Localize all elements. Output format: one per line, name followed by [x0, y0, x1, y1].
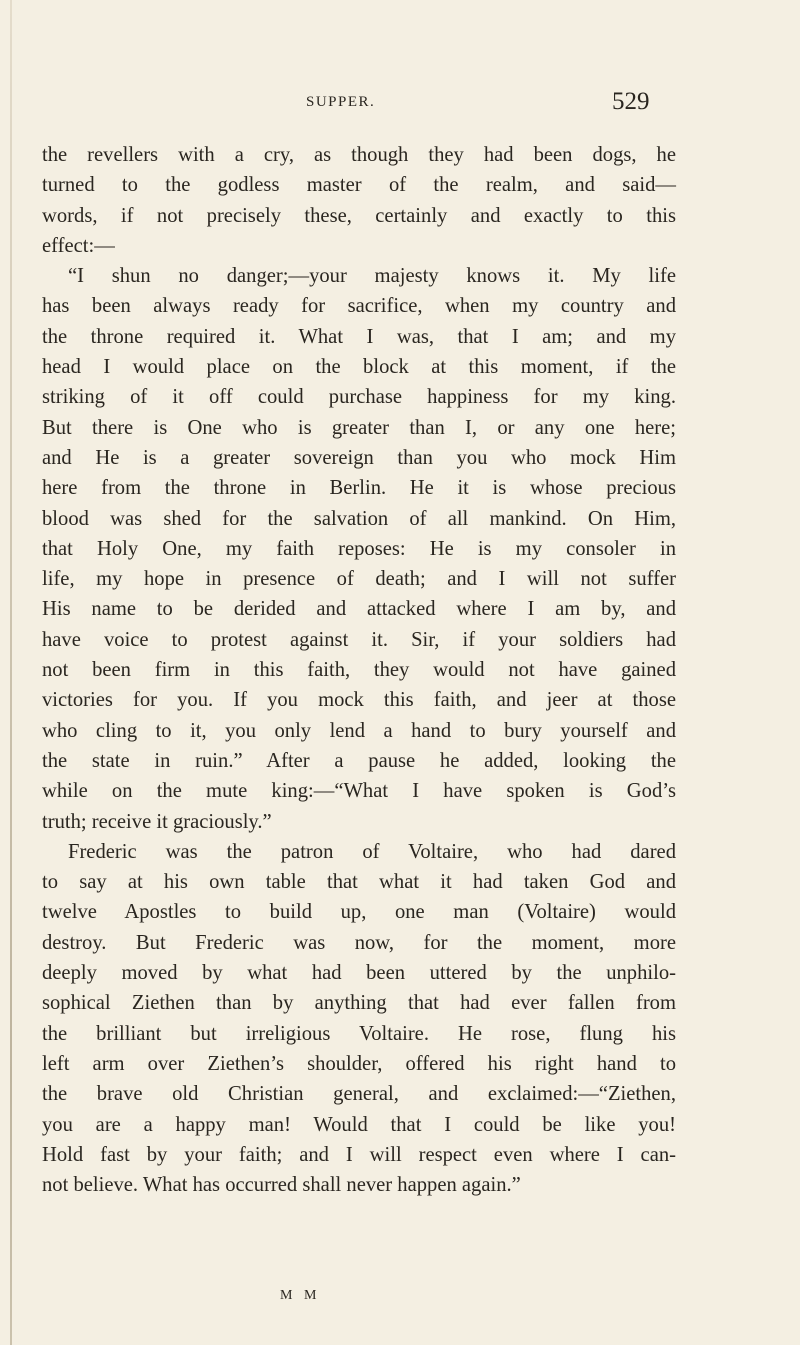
text-line: striking of it off could purchase happiness for my king.: [42, 386, 676, 409]
text-line: not believe. What has occurred shall never happen again.”: [42, 1174, 521, 1197]
text-line: to say at his own table that what it had taken God and: [42, 871, 676, 894]
text-line: have voice to protest against it. Sir, if your soldiers had: [42, 628, 676, 651]
text-line: has been always ready for sacrifice, when my country and: [42, 295, 676, 318]
text-line: truth; receive it graciously.”: [42, 810, 272, 833]
text-line: words, if not precisely these, certainly and exactly to this: [42, 204, 676, 227]
text-line: left arm over Ziethen’s shoulder, offered his right hand to: [42, 1052, 676, 1075]
text-line: the throne required it. What I was, that I am; and my: [42, 325, 676, 348]
text-line: life, my hope in presence of death; and I will not suffer: [42, 568, 676, 591]
text-line: who cling to it, you only lend a hand to bury yourself and: [42, 719, 676, 742]
text-line: deeply moved by what had been uttered by the unphilo-: [42, 962, 676, 985]
text-line: the revellers with a cry, as though they had been dogs, he: [42, 144, 676, 166]
text-line: the brilliant but irreligious Voltaire. He rose, flung his: [42, 1022, 676, 1045]
text-line: victories for you. If you mock this faith, and jeer at those: [42, 689, 676, 712]
text-line: sophical Ziethen than by anything that had ever fallen from: [42, 992, 676, 1015]
text-line: here from the throne in Berlin. He it is whose precious: [42, 477, 676, 500]
running-title: SUPPER.: [306, 94, 376, 110]
text-line: But there is One who is greater than I, or any one here;: [42, 416, 676, 439]
text-line: the state in ruin.” After a pause he added, looking the: [42, 749, 676, 772]
body-text: [42, 140, 676, 1200]
text-line: you are a happy man! Would that I could be like you!: [42, 1113, 676, 1136]
text-line: that Holy One, my faith reposes: He is my consoler in: [42, 537, 676, 560]
text-line: blood was shed for the salvation of all mankind. On Him,: [42, 507, 676, 530]
text-line: the brave old Christian general, and exclaimed:—“Ziethen,: [42, 1083, 676, 1106]
text-line: Frederic was the patron of Voltaire, who had dared: [68, 840, 676, 863]
text-line: and He is a greater sovereign than you who mock Him: [42, 446, 676, 469]
text-line: effect:—: [42, 234, 115, 257]
text-line: while on the mute king:—“What I have spoken is God’s: [42, 780, 676, 803]
page-gutter: [10, 0, 12, 1345]
text-line: Hold fast by your faith; and I will respect even where I can-: [42, 1143, 676, 1166]
page-number: 529: [612, 88, 650, 115]
text-line: His name to be derided and attacked where I am by, and: [42, 598, 676, 621]
text-line: head I would place on the block at this moment, if the: [42, 356, 676, 379]
text-line: turned to the godless master of the realm, and said—: [42, 174, 676, 197]
text-line: “I shun no danger;—your majesty knows it. My life: [68, 265, 676, 288]
text-line: twelve Apostles to build up, one man (Voltaire) would: [42, 901, 676, 924]
running-head: [0, 88, 800, 128]
text-line: not been firm in this faith, they would not have gained: [42, 659, 676, 682]
text-line: destroy. But Frederic was now, for the moment, more: [42, 931, 676, 954]
signature-mark: M M: [280, 1288, 321, 1303]
